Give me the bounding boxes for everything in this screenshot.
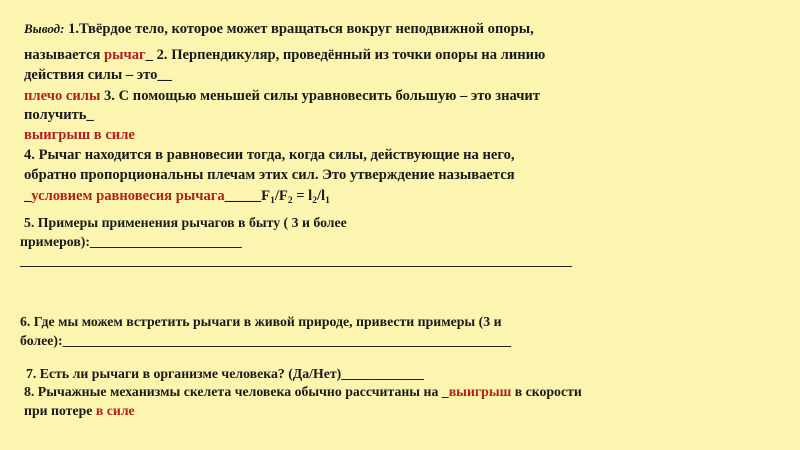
answer-text: выигрыш bbox=[448, 384, 512, 399]
line-text: _ bbox=[24, 188, 32, 204]
line-text: примеров):______________________ bbox=[20, 234, 242, 249]
answer-text: выигрыш в силе bbox=[24, 127, 135, 143]
subscript-text: 2 bbox=[287, 196, 293, 206]
line-text: при потере bbox=[24, 403, 96, 418]
line-text: 6. Где мы можем встретить рычаги в живой природе, привести примеры (3 и bbox=[20, 314, 502, 329]
question-8-line-1 bbox=[24, 383, 582, 401]
line-text: 3. С помощью меньшей силы уравновесить большую – это значит bbox=[100, 88, 541, 104]
line-text: в скорости bbox=[511, 384, 582, 399]
line-text: получить_ bbox=[24, 107, 94, 123]
conclusion-line-9 bbox=[24, 187, 330, 205]
conclusion-line-7 bbox=[24, 146, 515, 164]
answer-text: рычаг bbox=[104, 47, 146, 63]
line-text: 5. Примеры применения рычагов в быту ( 3 и более bbox=[24, 215, 347, 230]
line-text: /F bbox=[274, 188, 288, 204]
line-text: 1.Твёрдое тело, которое может вращаться вокруг неподвижной опоры, bbox=[64, 21, 534, 37]
subscript-text: 2 bbox=[312, 196, 317, 206]
conclusion-label: Вывод: bbox=[24, 21, 65, 36]
line-text: называется bbox=[24, 47, 104, 63]
question-5-line-2 bbox=[20, 233, 242, 251]
question-8-line-2 bbox=[24, 402, 135, 420]
line-text: _____F bbox=[224, 188, 271, 204]
line-text: более):_________________________________________________________________ bbox=[20, 333, 512, 348]
line-text: 7. Есть ли рычаги в организме человека? (Да/Нет)____________ bbox=[26, 366, 425, 381]
line-text: = l bbox=[292, 188, 313, 204]
question-7-line bbox=[26, 365, 424, 383]
question-5-line-3 bbox=[20, 252, 572, 270]
conclusion-line-5 bbox=[24, 106, 94, 124]
conclusion-line-2 bbox=[24, 46, 545, 64]
question-6-line-1 bbox=[20, 313, 502, 331]
answer-text: в силе bbox=[95, 403, 135, 418]
answer-text: плечо силы bbox=[24, 88, 101, 104]
conclusion-line-6 bbox=[24, 126, 135, 144]
conclusion-line-3 bbox=[24, 66, 172, 84]
conclusion-line-1 bbox=[24, 20, 534, 38]
line-text: ________________________________________________________________________________ bbox=[20, 253, 572, 268]
line-text: _ 2. Перпендикуляр, проведённый из точки опоры на линию bbox=[145, 47, 546, 63]
line-text: обратно пропорциональны плечам этих сил. Это утверждение называется bbox=[24, 167, 515, 183]
line-text: 8. Рычажные механизмы скелета человека обычно рассчитаны на _ bbox=[24, 384, 449, 399]
subscript-text: 1 bbox=[270, 196, 275, 206]
line-text: /l bbox=[316, 188, 326, 204]
conclusion-line-8 bbox=[24, 166, 515, 184]
subscript-text: 1 bbox=[325, 196, 330, 206]
conclusion-line-4 bbox=[24, 87, 540, 105]
line-text: 4. Рычаг находится в равновесии тогда, когда силы, действующие на него, bbox=[24, 147, 515, 163]
question-6-line-2 bbox=[20, 332, 511, 350]
question-5-line-1 bbox=[24, 214, 347, 232]
line-text: действия силы – это__ bbox=[24, 67, 172, 83]
answer-text: условием равновесия рычага bbox=[31, 188, 225, 204]
